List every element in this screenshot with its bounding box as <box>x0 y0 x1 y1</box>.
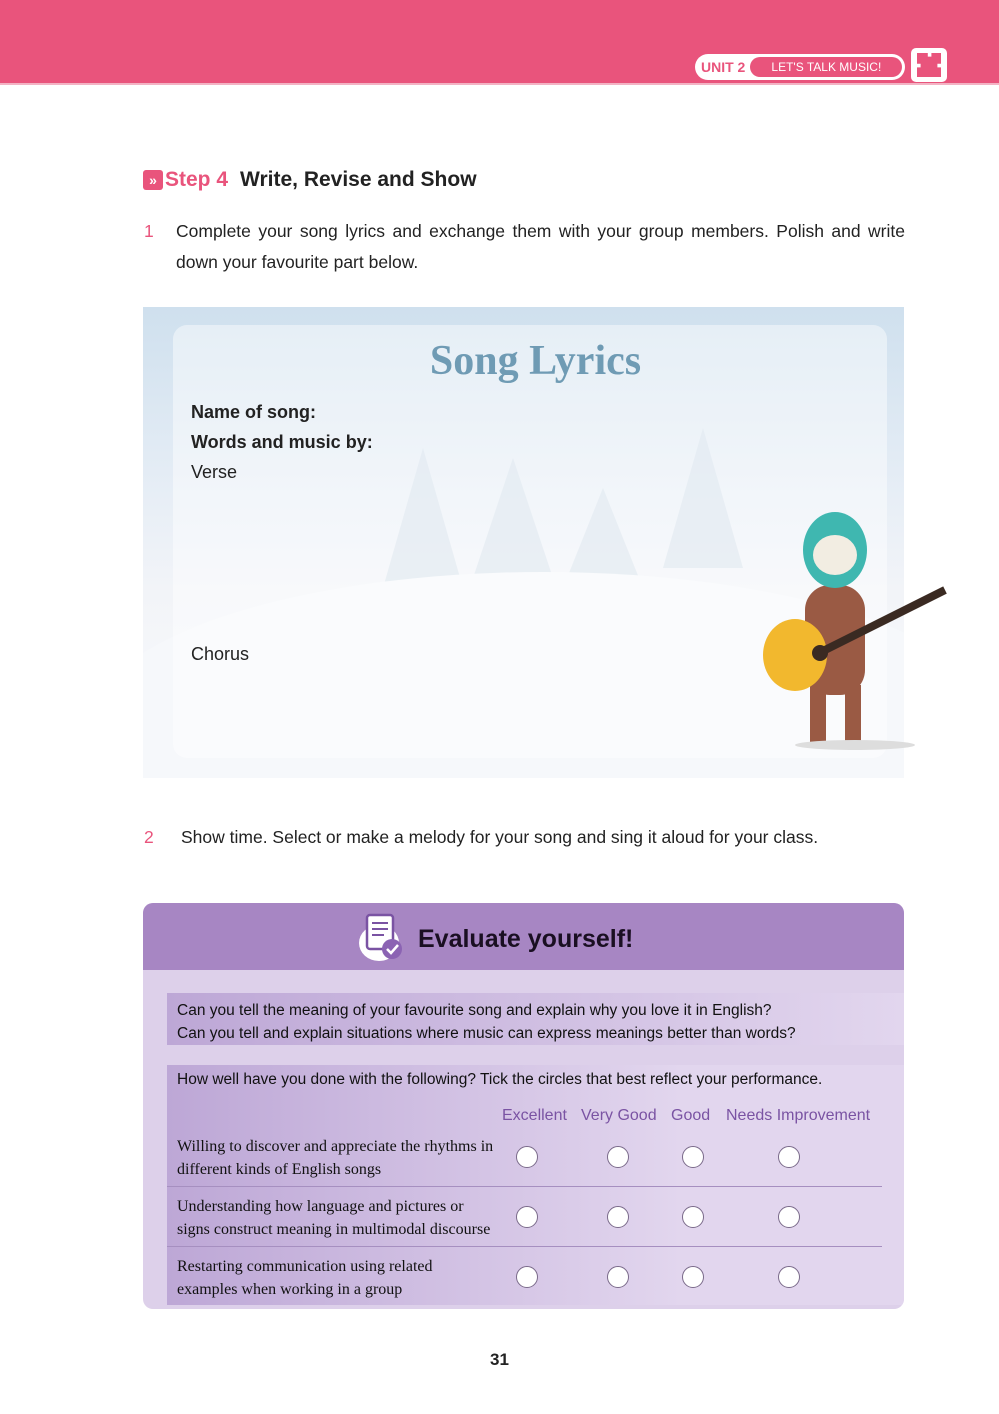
excellent-radio[interactable] <box>516 1266 538 1288</box>
very-good-radio[interactable] <box>607 1266 629 1288</box>
evaluate-title: Evaluate yourself! <box>418 925 634 953</box>
needs-improvement-radio[interactable] <box>778 1266 800 1288</box>
column-header: Good <box>671 1107 711 1124</box>
table-row <box>167 1247 882 1307</box>
evaluate-header <box>143 903 904 970</box>
table-row <box>167 1187 882 1247</box>
song-name-label: Name of song: <box>191 402 317 422</box>
unit-title: LET'S TALK MUSIC! <box>750 57 902 77</box>
row-label: Understanding how language and pictures or signs construct meaning in multimodal discourse <box>177 1198 491 1238</box>
checklist-icon <box>357 911 405 963</box>
question-number: 1 <box>144 221 154 241</box>
verse-label: Verse <box>191 462 238 482</box>
step-heading <box>143 168 477 192</box>
needs-improvement-radio[interactable] <box>778 1146 800 1168</box>
step-title: Write, Revise and Show <box>240 168 477 191</box>
row-label: Willing to discover and appreciate the rhythms in different kinds of English songs <box>177 1138 494 1178</box>
question-text: Complete your song lyrics and exchange them with your group members. Polish and write down your favourite part below. <box>176 221 905 272</box>
needs-improvement-radio[interactable] <box>778 1206 800 1228</box>
question-2 <box>144 822 819 853</box>
step-label: Step 4 <box>165 168 229 191</box>
table-instruction: How well have you done with the following? Tick the circles that best reflect your performance. <box>177 1071 823 1088</box>
very-good-radio[interactable] <box>607 1206 629 1228</box>
puzzle-icon <box>911 48 947 82</box>
reflection-question: Can you tell the meaning of your favourite song and explain why you love it in English? <box>177 1002 772 1019</box>
question-text: Show time. Select or make a melody for your song and sing it aloud for your class. <box>181 827 819 847</box>
words-music-label: Words and music by: <box>191 432 373 452</box>
lyrics-title: Song Lyrics <box>429 338 642 384</box>
unit-number: UNIT 2 <box>701 59 746 75</box>
excellent-radio[interactable] <box>516 1146 538 1168</box>
question-number: 2 <box>144 827 154 847</box>
reflection-question: Can you tell and explain situations where music can express meanings better than words? <box>177 1025 796 1042</box>
good-radio[interactable] <box>682 1206 704 1228</box>
reflection-questions <box>167 993 904 1045</box>
chorus-label: Chorus <box>191 644 250 664</box>
evaluate-yourself-panel <box>143 903 904 1309</box>
column-header: Excellent <box>502 1107 567 1124</box>
column-header: Needs Improvement <box>726 1107 871 1124</box>
double-chevron-icon: » <box>143 170 163 190</box>
question-1 <box>144 216 905 278</box>
row-label: Restarting communication using related examples when working in a group <box>177 1258 433 1298</box>
good-radio[interactable] <box>682 1266 704 1288</box>
sloth-guitar-illustration <box>755 505 955 755</box>
header-bar <box>0 0 999 85</box>
very-good-radio[interactable] <box>607 1146 629 1168</box>
table-row <box>167 1127 882 1187</box>
good-radio[interactable] <box>682 1146 704 1168</box>
page-number: 31 <box>490 1350 509 1369</box>
self-evaluation-table <box>167 1065 904 1305</box>
column-header: Very Good <box>581 1107 657 1124</box>
excellent-radio[interactable] <box>516 1206 538 1228</box>
unit-badge <box>695 54 905 80</box>
